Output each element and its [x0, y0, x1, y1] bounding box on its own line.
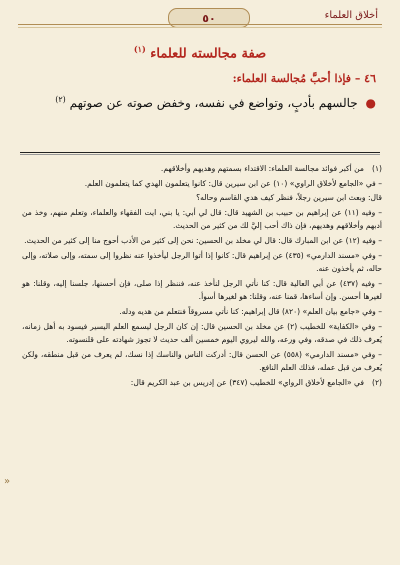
- section-title-text: صفة مجالسته للعلماء: [150, 46, 267, 62]
- footnote-text: – وفي «الكفاية» للخطيب (٢) عن مخلد بن الحسين قال: إن كان الرجل ليسمع العلم اليسير فيسود به أهل زمانه، يُعرف ذلك في صدقه، وفي ورعه، والله ليروي اليوم خمسين ألف حديث لا تجوز شهادته على قلنسوته.: [22, 321, 382, 345]
- footnote-number: (٢): [371, 377, 382, 387]
- header-rule: [18, 24, 382, 25]
- footnote-item: [22, 320, 382, 347]
- footnote-item: [22, 206, 382, 233]
- footnote-item: [22, 191, 382, 205]
- subsection-heading: ٤٦ – فإذا أحبَّ مُجالسة العلماء:: [232, 72, 376, 85]
- footnote-item: [22, 177, 382, 191]
- section-title: [0, 44, 400, 61]
- footnote-text: من أكبر فوائد مجالسة العلماء: الاقتداء بسمتهم وهديهم وأخلاقهم.: [160, 164, 364, 173]
- footnote-text: – وفي «مسند الدارمي» (٥٥٨) عن الحسن قال: أدركت الناس والناسك إذا نسك، لم يعرف من قبل منطقه، ولكن يُعرف من قبل عمله، فذلك العلم النافع.: [22, 349, 382, 373]
- section-footnote-ref: (١): [133, 44, 146, 54]
- page-number-box: [168, 8, 250, 28]
- header-rule-secondary: [18, 27, 382, 28]
- footnote-number: (١): [371, 164, 382, 173]
- footnotes: [22, 162, 382, 391]
- main-text: جالسهم بأدبٍ، وتواضع في نفسه، وخفض صوته عن صوتهم: [69, 96, 358, 110]
- margin-mark: «: [4, 476, 11, 487]
- footnote-divider-secondary: [20, 154, 380, 155]
- footnote-text: – وفيه (١٢) عن ابن المبارك قال: قال لي مخلد بن الحسين: نحن إلى كثير من الأدب أحوج منا إلى كثير من الحديث.: [24, 235, 382, 245]
- footnote-text: في «الجامع لأخلاق الرواي» للخطيب (٣٤٧) عن إدريس بن عبد الكريم قال:: [130, 377, 364, 387]
- book-title: أخلاق العلماء: [324, 10, 378, 21]
- footnote-text: – وفي «مسند الدارمي» (٤٣٥) عن إبراهيم قال: كانوا إذا أتوا الرجل ليأخذوا عنه نظروا إلى سمته، وإلى صلاته، وإلى حاله، ثم يأخذون عنه.: [22, 250, 382, 274]
- footnote-item: [22, 249, 382, 276]
- footnote-item: [22, 305, 382, 319]
- footnote-divider: [20, 152, 380, 153]
- page-number: ٥٠: [202, 11, 216, 25]
- footnote-item: [22, 277, 382, 304]
- footnote-text: – وفيه (١١) عن إبراهيم بن حبيب بن الشهيد قال: قال لي أبي: يا بني، ايت الفقهاء والعلماء، وتعلم منهم، وخذ من أدبهم وأخلاقهم وهديهم، فإن ذاك أحب إليَّ لك من كثير من الحديث.: [22, 207, 382, 231]
- footnote-item: [22, 162, 382, 176]
- footnote-item: [22, 376, 382, 390]
- bullet-icon: ●: [365, 96, 376, 110]
- footnote-item: [22, 234, 382, 248]
- footnote-text: – وفيه (٤٣٧) عن أبي العالية قال: كنا نأتي الرجل لنأخذ عنه، فننظر إذا صلى، فإن أحسنها، جلسنا إليه، وقلنا: هو لغيرها أحسن. وإن أساءها، قمنا عنه، وقلنا: هو لغيرها أسوأ.: [22, 278, 382, 302]
- footnote-text: – في «الجامع لأخلاق الراوي» (١٠) عن ابن سيرين قال: كانوا يتعلمون الهدي كما يتعلمون العلم.: [84, 178, 382, 188]
- footnote-text: – وفي «جامع بيان العلم» (٨٢٠) قال إبراهيم: كنا نأتي مسروقاً فنتعلم من هديه ودله.: [119, 306, 382, 316]
- footnote-text: قال: وبعث ابن سيرين رجلاً، فنظر كيف هدي القاسم وحاله؟: [196, 193, 382, 203]
- main-footnote-ref: (٢): [55, 95, 66, 104]
- main-paragraph: [22, 90, 376, 113]
- footnote-item: [22, 348, 382, 375]
